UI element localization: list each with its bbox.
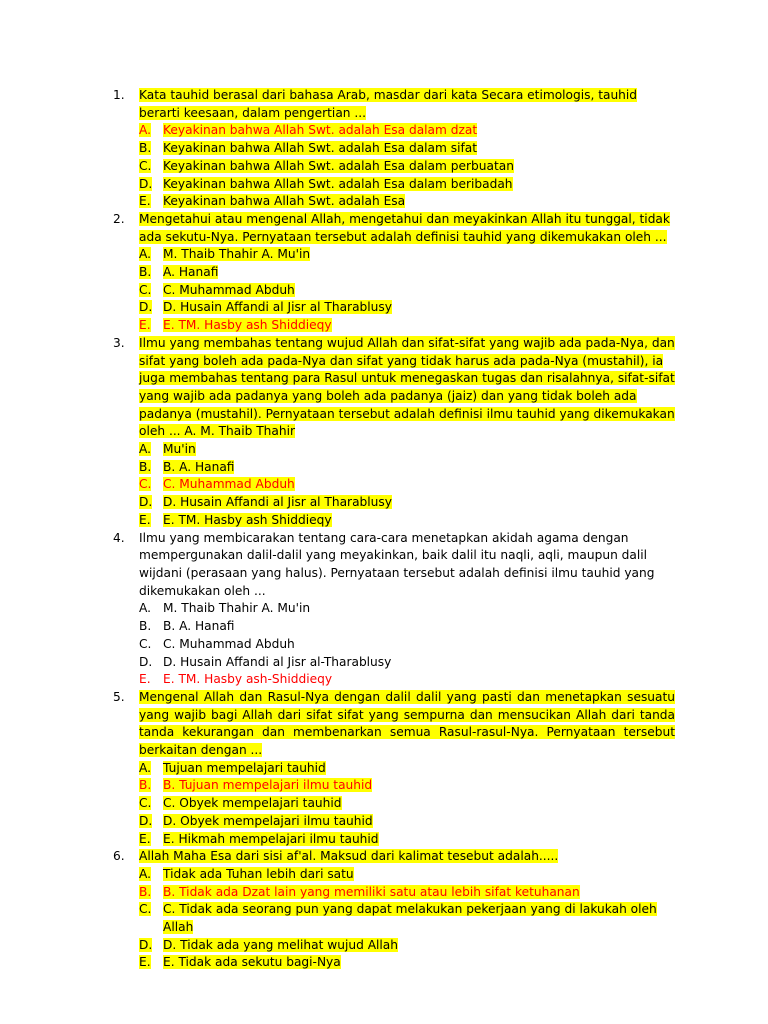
correct-option-text: B. Tujuan mempelajari ilmu tauhid	[163, 778, 373, 793]
question	[113, 87, 675, 122]
question-number: 6.	[113, 849, 125, 864]
option-text: B. A. Hanafi	[163, 459, 235, 474]
answer-option	[139, 512, 675, 530]
answer-option	[139, 777, 675, 795]
option-letter: B.	[139, 141, 152, 156]
option-text: C. Muhammad Abduh	[163, 636, 295, 651]
option-letter: B.	[139, 778, 152, 793]
answer-option	[139, 193, 675, 211]
question	[113, 848, 675, 866]
option-letter: D.	[139, 300, 153, 315]
answer-option	[139, 654, 675, 672]
option-letter: A.	[139, 601, 151, 616]
option-letter: C.	[139, 477, 152, 492]
option-text: A. Hanafi	[163, 265, 219, 280]
option-letter: E.	[139, 831, 151, 846]
option-letter: E.	[139, 512, 151, 527]
option-text: Keyakinan bahwa Allah Swt. adalah Esa dalam beribadah	[163, 176, 513, 191]
option-letter: D.	[139, 176, 153, 191]
option-letter: C.	[139, 158, 152, 173]
option-letter: C.	[139, 636, 152, 651]
question-number: 2.	[113, 211, 125, 226]
answer-option	[139, 884, 675, 902]
option-letter: C.	[139, 902, 152, 917]
answer-option	[139, 636, 675, 654]
question-number: 5.	[113, 689, 125, 704]
option-letter: D.	[139, 937, 153, 952]
answer-option	[139, 618, 675, 636]
option-text: C. Tidak ada seorang pun yang dapat melakukan pekerjaan yang di lakukah oleh Allah	[163, 902, 657, 935]
answer-option	[139, 494, 675, 512]
option-letter: D.	[139, 813, 153, 828]
question-text: Ilmu yang membahas tentang wujud Allah dan sifat-sifat yang wajib ada pada-Nya, dan sifat yang boleh ada pada-Nya dan sifat yang tidak harus ada pada-Nya (mustahil), ia juga membahas tentang para Rasul untuk menegaskan tugas dan risalahnya, sifat-sifat yang wajib ada padanya yang boleh ada padanya (jaiz) dan yang tidak boleh ada padanya (mustahil). Pernyataan tersebut adalah definisi ilmu tauhid yang dikemukakan oleh ... A. M. Thaib Thahir	[139, 335, 675, 439]
question	[113, 211, 675, 246]
answer-option	[139, 795, 675, 813]
option-text: D. Obyek mempelajari ilmu tauhid	[163, 813, 373, 828]
answer-option	[139, 937, 675, 955]
question-number: 4.	[113, 530, 125, 545]
question-text: Kata tauhid berasal dari bahasa Arab, masdar dari kata Secara etimologis, tauhid berarti keesaan, dalam pengertian ...	[139, 88, 638, 120]
question-text: Mengetahui atau mengenal Allah, mengetahui dan meyakinkan Allah itu tunggal, tidak ada sekutu-Nya. Pernyataan tersebut adalah definisi tauhid yang dikemukakan oleh ...	[139, 211, 670, 244]
answer-option	[139, 140, 675, 158]
answer-option	[139, 901, 675, 936]
answer-option	[139, 476, 675, 494]
question	[113, 530, 675, 601]
question	[113, 335, 675, 441]
answer-option	[139, 671, 675, 689]
option-letter: B.	[139, 459, 152, 474]
option-text: D. Tidak ada yang melihat wujud Allah	[163, 937, 398, 952]
option-letter: D.	[139, 654, 153, 669]
option-letter: E.	[139, 955, 151, 970]
answer-option	[139, 831, 675, 849]
question-text: Mengenal Allah dan Rasul-Nya dengan dalil dalil yang pasti dan menetapkan sesuatu yang wajib bagi Allah dari sifat sifat yang sempurna dan mensucikan Allah dari tanda tanda kekurangan dan membenarkan semua Rasul-rasul-Nya. Pernyataan tersebut berkaitan dengan ...	[139, 689, 675, 758]
answer-option	[139, 264, 675, 282]
option-letter: D.	[139, 495, 153, 510]
option-text: Mu'in	[163, 442, 196, 457]
correct-option-text: Keyakinan bahwa Allah Swt. adalah Esa dalam dzat	[163, 123, 478, 138]
option-text: Tujuan mempelajari tauhid	[163, 760, 326, 775]
option-letter: E.	[139, 672, 151, 687]
option-text: Keyakinan bahwa Allah Swt. adalah Esa dalam perbuatan	[163, 158, 514, 173]
option-letter: E.	[139, 194, 151, 209]
option-text: C. Obyek mempelajari tauhid	[163, 796, 342, 811]
answer-option	[139, 158, 675, 176]
option-letter: A.	[139, 760, 151, 775]
question	[113, 689, 675, 760]
answer-option	[139, 459, 675, 477]
answer-option	[139, 813, 675, 831]
option-letter: E.	[139, 318, 151, 333]
option-letter: B.	[139, 884, 152, 899]
answer-option	[139, 282, 675, 300]
option-letter: C.	[139, 282, 152, 297]
option-letter: A.	[139, 247, 151, 262]
option-text: D. Husain Affandi al Jisr al Tharablusy	[163, 495, 392, 510]
option-letter: A.	[139, 866, 151, 881]
option-letter: A.	[139, 442, 151, 457]
question-text: Allah Maha Esa dari sisi af'al. Maksud dari kalimat tesebut adalah.....	[139, 849, 559, 864]
answer-option	[139, 299, 675, 317]
correct-option-text: E. TM. Hasby ash-Shiddieqy	[163, 672, 333, 687]
option-letter: B.	[139, 265, 152, 280]
option-text: E. Hikmah mempelajari ilmu tauhid	[163, 831, 379, 846]
answer-option	[139, 246, 675, 264]
option-text: M. Thaib Thahir A. Mu'in	[163, 601, 311, 616]
question-text: Ilmu yang membicarakan tentang cara-cara menetapkan akidah agama dengan mempergunakan dalil-dalil yang meyakinkan, baik dalil itu naqli, aqli, maupun dalil wijdani (perasaan yang halus). Pernyataan tersebut adalah definisi ilmu tauhid yang dikemukakan oleh ...	[139, 530, 655, 598]
question-list	[113, 87, 675, 972]
option-text: Keyakinan bahwa Allah Swt. adalah Esa dalam sifat	[163, 141, 478, 156]
answer-option	[139, 176, 675, 194]
answer-option	[139, 954, 675, 972]
option-text: E. Tidak ada sekutu bagi-Nya	[163, 955, 341, 970]
correct-option-text: B. Tidak ada Dzat lain yang memiliki satu atau lebih sifat ketuhanan	[163, 884, 580, 899]
correct-option-text: E. TM. Hasby ash Shiddieqy	[163, 318, 332, 333]
question-number: 1.	[113, 88, 125, 102]
question-number: 3.	[113, 335, 125, 350]
option-text: D. Husain Affandi al Jisr al-Tharablusy	[163, 654, 392, 669]
option-text: Keyakinan bahwa Allah Swt. adalah Esa	[163, 194, 406, 209]
answer-option	[139, 600, 675, 618]
answer-option	[139, 760, 675, 778]
option-text: M. Thaib Thahir A. Mu'in	[163, 247, 311, 262]
answer-option	[139, 441, 675, 459]
answer-option	[139, 122, 675, 140]
option-letter: A.	[139, 123, 151, 138]
option-text: D. Husain Affandi al Jisr al Tharablusy	[163, 300, 392, 315]
answer-option	[139, 866, 675, 884]
option-text: E. TM. Hasby ash Shiddieqy	[163, 512, 332, 527]
option-text: C. Muhammad Abduh	[163, 282, 295, 297]
option-letter: C.	[139, 796, 152, 811]
option-letter: B.	[139, 619, 152, 634]
option-text: Tidak ada Tuhan lebih dari satu	[163, 866, 354, 881]
option-text: B. A. Hanafi	[163, 619, 235, 634]
answer-option	[139, 317, 675, 335]
correct-option-text: C. Muhammad Abduh	[163, 477, 295, 492]
